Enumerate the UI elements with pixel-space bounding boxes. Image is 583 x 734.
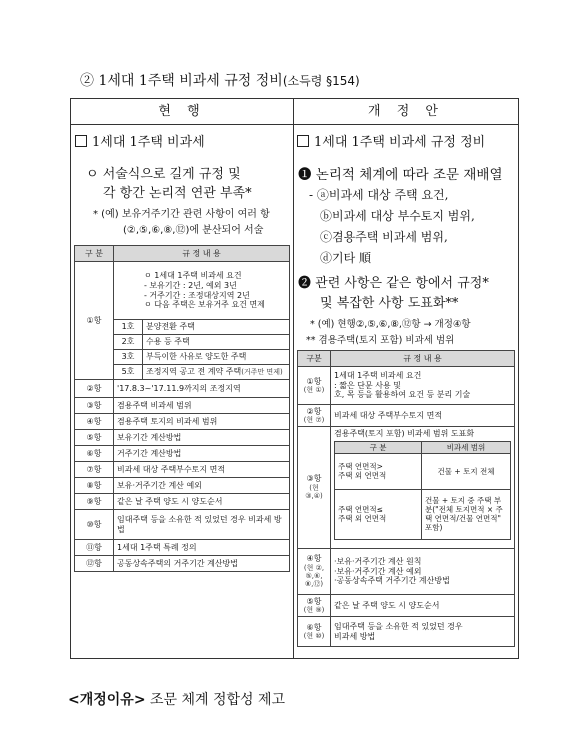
row-label: ⑥항 (현 ⑩) bbox=[298, 617, 331, 647]
revision-reason-label: <개정이유> bbox=[68, 692, 146, 708]
row-text: 보유기간 계산방법 bbox=[114, 430, 290, 446]
sub-item-label: 5호 bbox=[114, 365, 143, 380]
header-current: 현 행 bbox=[71, 99, 293, 124]
inner-case-2: 주택 연면적≤ 주택 외 연면적 bbox=[335, 489, 422, 539]
mixed-housing-inner-table bbox=[334, 441, 511, 540]
proposed-rules-table bbox=[297, 350, 515, 647]
row-text: 1세대 1주택 비과세 요건 : 짧은 단문 사용 및 호, 목 등을 활용하여 요건 등 분리 기술 bbox=[331, 367, 515, 405]
row-label: ④항 bbox=[75, 414, 114, 430]
sub-item-text: 부득이한 사유로 양도한 주택 bbox=[143, 350, 290, 365]
inner-scope-2: 건물 + 토지 중 주택 부분("전체 토지면적 × 주택 연면적/건물 연면적" 포함) bbox=[422, 489, 511, 539]
row-text: 공동상속주택의 거주기간 계산방법 bbox=[114, 556, 290, 572]
right-note-1: * (예) 현행②,⑤,⑥,⑧,⑫항 → 개정④항 bbox=[310, 319, 471, 330]
header-proposed: 개 정 안 bbox=[294, 99, 518, 124]
row-label: ①항 bbox=[75, 262, 114, 380]
row-label: ④항 (현 ②, ⑤,⑥, ⑧,⑫) bbox=[298, 549, 331, 595]
left-bullet-line-1: ㅇ 서술식으로 길게 규정 및 bbox=[86, 167, 241, 182]
left-section-title: 1세대 1주택 비과세 bbox=[75, 131, 205, 150]
right-item-a: - ⓐ비과세 대상 주택 요건, bbox=[309, 188, 449, 202]
row-label: ⑪항 bbox=[75, 540, 114, 556]
table-header-category: 구분 bbox=[298, 351, 331, 367]
row-label: ⑥항 bbox=[75, 446, 114, 462]
row-label: ⑧항 bbox=[75, 478, 114, 494]
row-label: ⑤항 (현 ⑨) bbox=[298, 595, 331, 617]
row-text: 거주기간 계산방법 bbox=[114, 446, 290, 462]
sub-item-label: 2호 bbox=[114, 335, 143, 350]
checkbox-square-icon bbox=[75, 135, 87, 147]
header-divider bbox=[71, 124, 518, 125]
row-label: ⑫항 bbox=[75, 556, 114, 572]
right-item-c: ⓒ겸용주택 비과세 범위, bbox=[320, 230, 448, 244]
column-divider bbox=[293, 98, 294, 659]
right-point-2-line-2: 및 복잡한 사항 도표화** bbox=[320, 296, 459, 311]
row-text: 같은 날 주택 양도 시 양도순서 bbox=[114, 494, 290, 510]
table-header-content: 규 정 내 용 bbox=[331, 351, 515, 367]
inner-header-scope: 비과세 범위 bbox=[422, 441, 511, 453]
document-title bbox=[80, 70, 360, 90]
row-label: ⑦항 bbox=[75, 462, 114, 478]
title-text: ② 1세대 1주택 비과세 규정 정비 bbox=[80, 73, 283, 89]
inner-case-1: 주택 연면적> 주택 외 연면적 bbox=[335, 453, 422, 489]
right-section-title: 1세대 1주택 비과세 규정 정비 bbox=[297, 131, 485, 150]
row-label: ③항 (현 ③,④) bbox=[298, 427, 331, 549]
sub-item-text: 분양전환 주택 bbox=[143, 320, 290, 335]
row-text: 비과세 대상 주택부수토지 면적 bbox=[331, 405, 515, 427]
left-note-line-1: * (예) 보유거주기간 관련 사항이 여러 항 bbox=[93, 209, 270, 220]
right-point-1: ❶ 논리적 체계에 따라 조문 재배열 bbox=[298, 167, 503, 183]
title-reference: (소득령 §154) bbox=[282, 74, 360, 88]
row-label: ⑩항 bbox=[75, 510, 114, 540]
row-text: 임대주택 등을 소유한 적 있었던 경우 비과세 방법 bbox=[114, 510, 290, 540]
mixed-housing-table-cell bbox=[331, 427, 515, 549]
sub-item-label: 3호 bbox=[114, 350, 143, 365]
row-label: ②항 bbox=[75, 380, 114, 398]
row-text: 임대주택 등을 소유한 적 있었던 경우 비과세 방법 bbox=[331, 617, 515, 647]
row-text: 같은 날 주택 양도 시 양도순서 bbox=[331, 595, 515, 617]
row-text: ·보유·거주기간 계산 원칙 ·보유·거주기간 계산 예외 ·공동상속주택 거주기간 계산방법 bbox=[331, 549, 515, 595]
sub-item-text: 수용 등 주택 bbox=[143, 335, 290, 350]
inner-header-category: 구 분 bbox=[335, 441, 422, 453]
inner-scope-1: 건물 + 토지 전체 bbox=[422, 453, 511, 489]
row-label: ①항 (현 ①) bbox=[298, 367, 331, 405]
right-note-2: ** 겸용주택(토지 포함) 비과세 범위 bbox=[306, 335, 455, 346]
row-text: 비과세 대상 주택부수토지 면적 bbox=[114, 462, 290, 478]
revision-reason-text: 조문 체계 정합성 제고 bbox=[145, 692, 286, 708]
row-label: ⑤항 bbox=[75, 430, 114, 446]
row-text: 겸용주택 비과세 범위 bbox=[114, 398, 290, 414]
row-label: ⑨항 bbox=[75, 494, 114, 510]
table-header-category: 구 분 bbox=[75, 246, 114, 262]
checkbox-square-icon bbox=[297, 135, 309, 147]
rule-1-content: ㅇ 1세대 1주택 비과세 요건 - 보유기간 : 2년, 예외 3년 - 거주기간 : 조정대상지역 2년 ㅇ 다음 주택은 보유거주 요건 면제 bbox=[114, 262, 290, 320]
sub-item-text: 조정지역 공고 전 계약 주택(거주만 면제) bbox=[143, 365, 290, 380]
right-item-d: ⓓ기타 順 bbox=[320, 251, 371, 265]
row-label: ③항 bbox=[75, 398, 114, 414]
current-rules-table bbox=[74, 245, 290, 572]
row-text: 겸용주택 토지의 비과세 범위 bbox=[114, 414, 290, 430]
mixed-housing-title: 겸용주택(토지 포함) 비과세 범위 도표화 bbox=[334, 429, 475, 438]
right-item-b: ⓑ비과세 대상 부수토지 범위, bbox=[320, 209, 475, 223]
row-text: '17.8.3~'17.11.9까지의 조정지역 bbox=[114, 380, 290, 398]
right-point-2-line-1: ❷ 관련 사항은 같은 항에서 규정* bbox=[298, 276, 489, 291]
revision-reason bbox=[68, 689, 285, 709]
row-text: 보유·거주기간 계산 예외 bbox=[114, 478, 290, 494]
sub-item-label: 1호 bbox=[114, 320, 143, 335]
left-bullet-line-2: 각 항간 논리적 연관 부족* bbox=[103, 186, 252, 201]
row-label: ②항 (현 ⑦) bbox=[298, 405, 331, 427]
row-text: 1세대 1주택 특례 정의 bbox=[114, 540, 290, 556]
table-header-content: 규 정 내 용 bbox=[114, 246, 290, 262]
left-note-line-2: (②,⑤,⑥,⑧,⑫)에 분산되어 서술 bbox=[123, 225, 264, 236]
